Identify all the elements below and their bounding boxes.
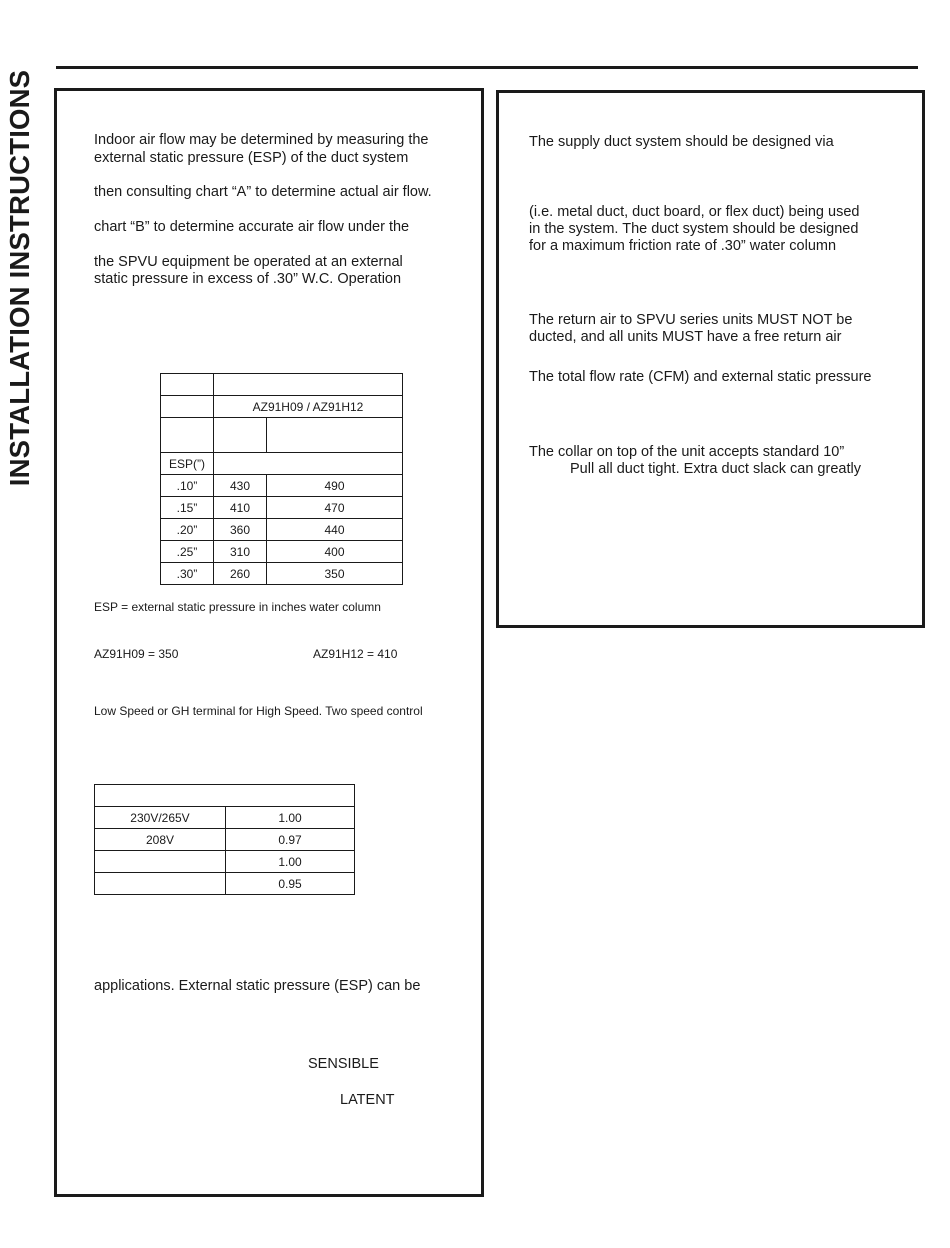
right-panel: [496, 90, 925, 628]
table-row: [161, 541, 403, 563]
table-cell: [214, 374, 403, 396]
table-cell: [161, 418, 214, 453]
left-paragraph-2: then consulting chart “A” to determine actual air flow.: [94, 184, 432, 200]
voltage-factor-table: [94, 784, 355, 895]
right-paragraph-3-line-1: The return air to SPVU series units MUST NOT be: [529, 312, 853, 328]
table-row: [161, 497, 403, 519]
applications-text: applications. External static pressure (ESP) can be: [94, 978, 421, 994]
voltage-factor-cell: 1.00: [226, 851, 355, 873]
table-row: [161, 563, 403, 585]
airflow-b-cell: 440: [267, 519, 403, 541]
side-title: [0, 30, 40, 525]
left-paragraph-1-line-1: Indoor air flow may be determined by measuring the: [94, 132, 429, 148]
sensible-label: SENSIBLE: [308, 1056, 379, 1072]
esp-value-cell: .10”: [161, 475, 214, 497]
left-paragraph-1-line-2: external static pressure (ESP) of the duct system: [94, 150, 409, 166]
esp-value-cell: .20”: [161, 519, 214, 541]
table-cell: [267, 418, 403, 453]
voltage-label-cell: [95, 873, 226, 895]
table-row: [161, 519, 403, 541]
table-cell: [161, 374, 214, 396]
table-row: [95, 873, 355, 895]
esp-airflow-table: [160, 373, 403, 585]
header-rule: [56, 66, 918, 69]
right-paragraph-3-line-2: ducted, and all units MUST have a free return air: [529, 329, 842, 345]
table-cell: [161, 396, 214, 418]
table-row: [161, 453, 403, 475]
esp-header-cell: ESP(”): [161, 453, 214, 475]
voltage-factor-cell: 1.00: [226, 807, 355, 829]
voltage-label-cell: 230V/265V: [95, 807, 226, 829]
esp-note: ESP = external static pressure in inches water column: [94, 600, 381, 614]
table-row: [95, 785, 355, 807]
model-header-cell: AZ91H09 / AZ91H12: [214, 396, 403, 418]
esp-value-cell: .30”: [161, 563, 214, 585]
airflow-a-cell: 410: [214, 497, 267, 519]
right-paragraph-5-line-2: Pull all duct tight. Extra duct slack can greatly: [570, 461, 861, 477]
voltage-label-cell: 208V: [95, 829, 226, 851]
right-paragraph-4: The total flow rate (CFM) and external static pressure: [529, 369, 872, 385]
table-row: [95, 829, 355, 851]
airflow-b-cell: 470: [267, 497, 403, 519]
right-paragraph-2-line-1: (i.e. metal duct, duct board, or flex duct) being used: [529, 204, 860, 220]
table-cell: [214, 453, 403, 475]
airflow-a-cell: 430: [214, 475, 267, 497]
left-paragraph-4-line-1: the SPVU equipment be operated at an external: [94, 254, 403, 270]
model-b-value: AZ91H12 = 410: [313, 647, 398, 661]
right-paragraph-5-line-1: The collar on top of the unit accepts standard 10”: [529, 444, 845, 460]
table-row: [161, 475, 403, 497]
speed-note: Low Speed or GH terminal for High Speed. Two speed control: [94, 704, 423, 718]
voltage-label-cell: [95, 851, 226, 873]
esp-value-cell: .15”: [161, 497, 214, 519]
table-row: [161, 374, 403, 396]
table-cell: [95, 785, 355, 807]
table-row: [95, 851, 355, 873]
right-paragraph-2-line-3: for a maximum friction rate of .30” water column: [529, 238, 837, 254]
voltage-factor-cell: 0.97: [226, 829, 355, 851]
model-a-value: AZ91H09 = 350: [94, 647, 179, 661]
airflow-a-cell: 260: [214, 563, 267, 585]
latent-label: LATENT: [340, 1092, 395, 1108]
right-paragraph-2-line-2: in the system. The duct system should be designed: [529, 221, 859, 237]
airflow-a-cell: 310: [214, 541, 267, 563]
side-title-text: INSTALLATION INSTRUCTIONS: [4, 69, 35, 486]
voltage-factor-cell: 0.95: [226, 873, 355, 895]
left-paragraph-3: chart “B” to determine accurate air flow under the: [94, 219, 410, 235]
right-paragraph-1: The supply duct system should be designed via: [529, 134, 834, 150]
table-row: [161, 396, 403, 418]
left-paragraph-4-line-2: static pressure in excess of .30” W.C. Operation: [94, 271, 402, 287]
esp-value-cell: .25”: [161, 541, 214, 563]
airflow-b-cell: 350: [267, 563, 403, 585]
airflow-b-cell: 400: [267, 541, 403, 563]
table-cell: [214, 418, 267, 453]
airflow-a-cell: 360: [214, 519, 267, 541]
table-row: [161, 418, 403, 453]
airflow-b-cell: 490: [267, 475, 403, 497]
table-row: [95, 807, 355, 829]
